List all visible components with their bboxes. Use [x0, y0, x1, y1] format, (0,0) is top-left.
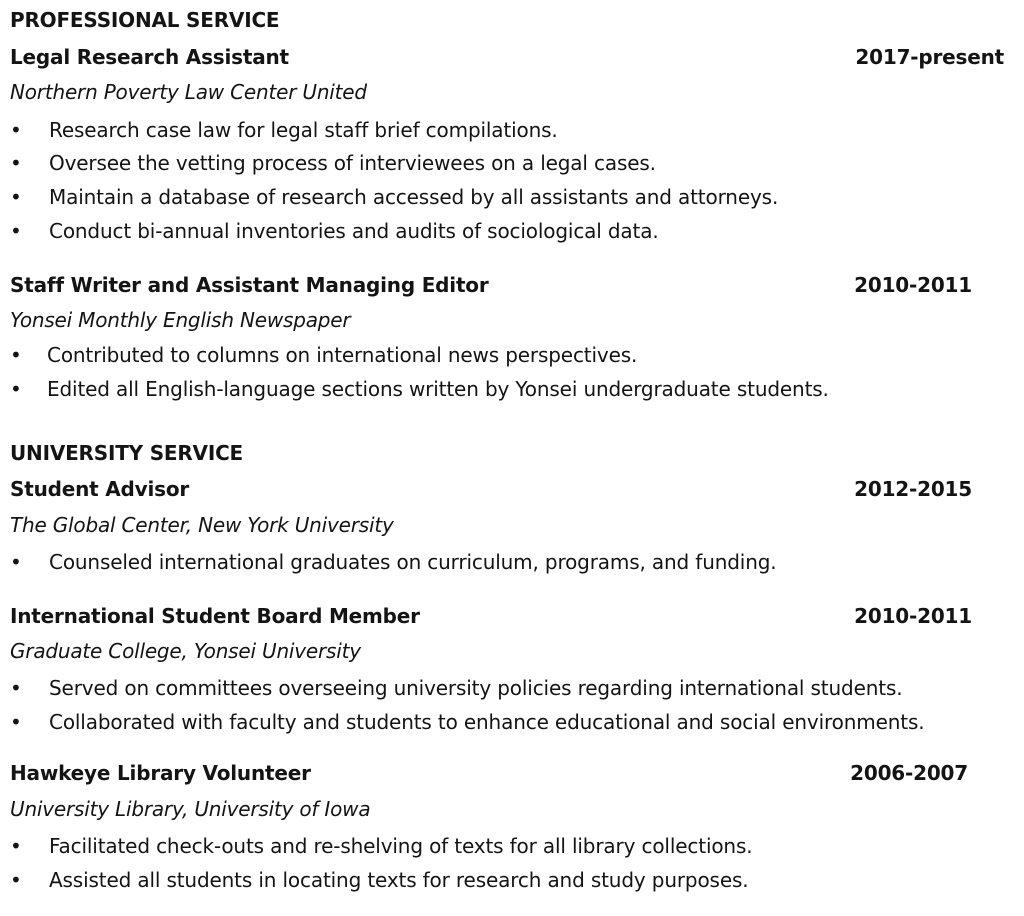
bullet-mark: • [10, 377, 22, 401]
bullet-text: Collaborated with faculty and students to enhance educational and social environments. [49, 710, 925, 734]
entry-organization: Graduate College, Yonsei University [10, 639, 361, 663]
bullet-mark: • [10, 185, 22, 209]
bullet-mark: • [10, 868, 22, 892]
entry-organization: The Global Center, New York University [10, 513, 394, 537]
entry-organization: Northern Poverty Law Center United [10, 80, 367, 104]
bullet-mark: • [10, 550, 22, 574]
bullet-text: Research case law for legal staff brief compilations. [49, 118, 558, 142]
entry-dates: 2006-2007 [850, 761, 968, 785]
entry-dates: 2010-2011 [854, 604, 972, 628]
section-heading-professional-service: PROFESSIONAL SERVICE [10, 8, 280, 32]
entry-organization: Yonsei Monthly English Newspaper [10, 308, 351, 332]
bullet-mark: • [10, 834, 22, 858]
entry-title: Legal Research Assistant [10, 45, 289, 69]
entry-title: International Student Board Member [10, 604, 420, 628]
entry-dates: 2017-present [855, 45, 1004, 69]
bullet-mark: • [10, 219, 22, 243]
bullet-mark: • [10, 343, 22, 367]
bullet-text: Conduct bi-annual inventories and audits of sociological data. [49, 219, 659, 243]
bullet-text: Counseled international graduates on curriculum, programs, and funding. [49, 550, 777, 574]
bullet-text: Assisted all students in locating texts for research and study purposes. [49, 868, 749, 892]
bullet-mark: • [10, 710, 22, 734]
bullet-mark: • [10, 676, 22, 700]
bullet-mark: • [10, 151, 22, 175]
entry-dates: 2010-2011 [854, 273, 972, 297]
bullet-text: Facilitated check-outs and re-shelving of texts for all library collections. [49, 834, 753, 858]
entry-title: Staff Writer and Assistant Managing Editor [10, 273, 489, 297]
entry-dates: 2012-2015 [854, 477, 972, 501]
bullet-text: Oversee the vetting process of interviewees on a legal cases. [49, 151, 656, 175]
entry-title: Hawkeye Library Volunteer [10, 761, 311, 785]
bullet-text: Edited all English-language sections written by Yonsei undergraduate students. [47, 377, 829, 401]
entry-organization: University Library, University of Iowa [10, 797, 371, 821]
bullet-mark: • [10, 118, 22, 142]
bullet-text: Maintain a database of research accessed by all assistants and attorneys. [49, 185, 779, 209]
bullet-text: Served on committees overseeing university policies regarding international students. [49, 676, 903, 700]
section-heading-university-service: UNIVERSITY SERVICE [10, 441, 244, 465]
bullet-text: Contributed to columns on international news perspectives. [47, 343, 638, 367]
entry-title: Student Advisor [10, 477, 190, 501]
